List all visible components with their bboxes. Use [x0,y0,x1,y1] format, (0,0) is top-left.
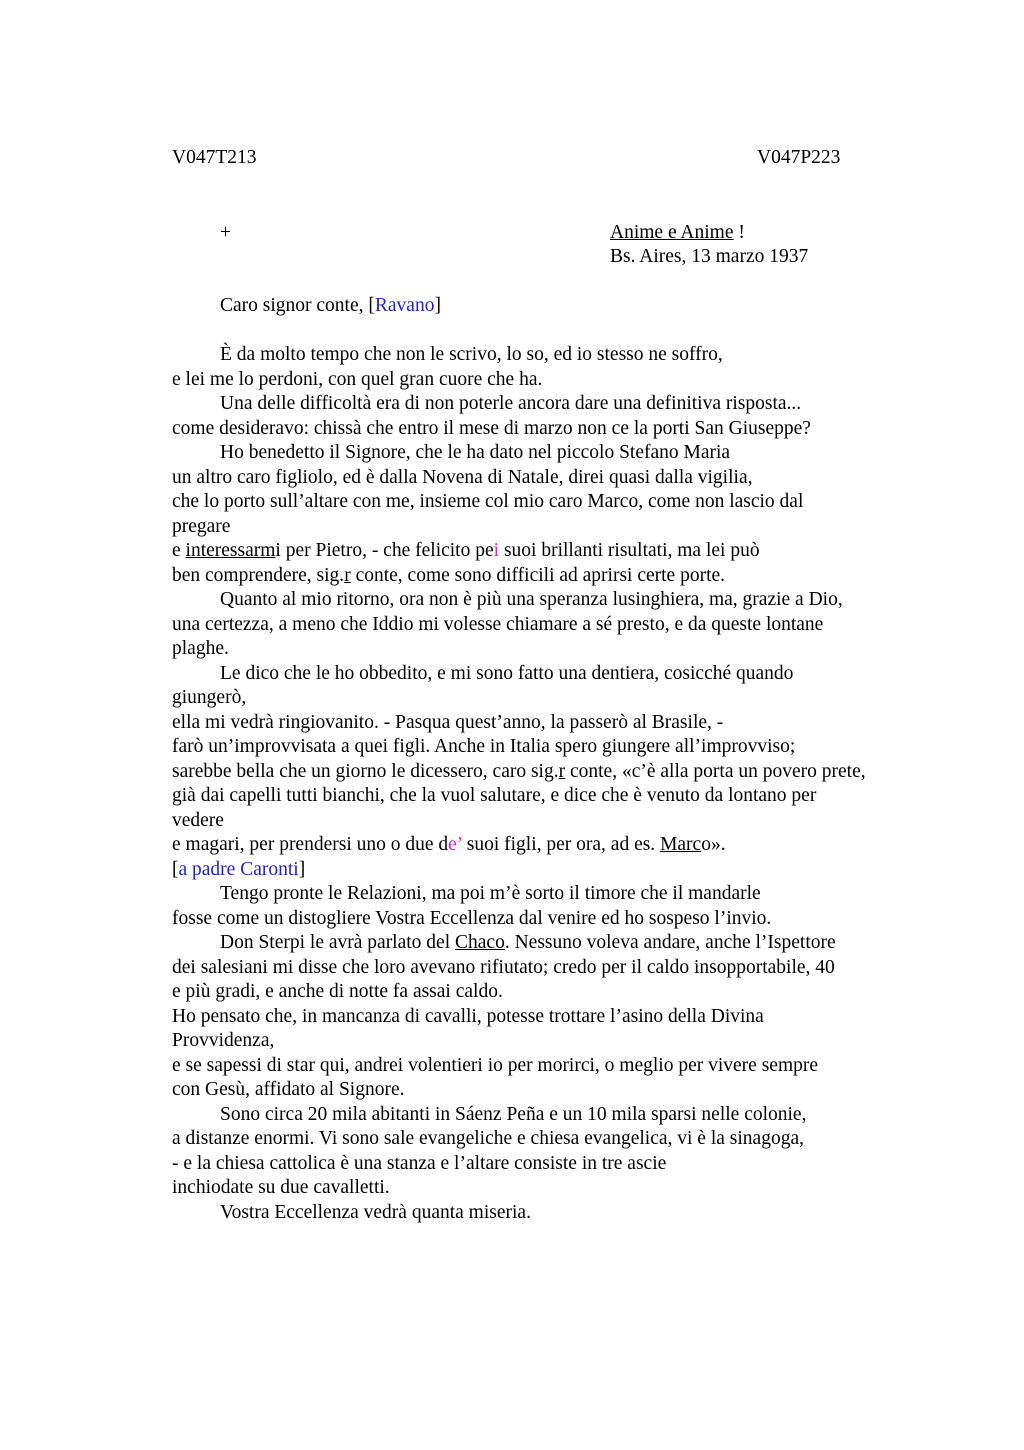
letter-title [610,221,745,246]
body-line: Vostra Eccellenza vedrà quanta miseria. [220,1201,531,1223]
text-segment: e magari, per prendersi uno o due d [172,834,449,855]
text-segment: sarebbe bella che un giorno le dicessero, caro sig. [172,760,559,782]
recipient-name: Ravano [374,295,435,316]
bracket-open: [ [368,295,375,316]
document-code-left: V047T213 [172,147,257,168]
text-segment: i per Pietro, - che felicito pe [275,540,494,561]
body-line: Le dico che le ho obbedito, e mi sono fatto una dentiera, cosicché quando [220,662,794,684]
text-segment: Don Sterpi le avrà parlato del [220,932,455,953]
body-line: Ho pensato che, in mancanza di cavalli, potesse trottare l’asino della Divina [172,1005,764,1027]
body-line: un altro caro figliolo, ed è dalla Novena di Natale, direi quasi dalla vigilia, [172,466,753,488]
body-line: e più gradi, e anche di notte fa assai caldo. [172,981,503,1002]
underlined-abbrev: r [344,564,351,586]
underlined-word: Chaco [455,932,505,953]
bracket-close: ] [298,858,306,880]
underlined-word: Marc [660,834,702,855]
text-segment: . Nessuno voleva andare, anche l’Ispettore [504,932,836,953]
body-line: Ho benedetto il Signore, che le ha dato nel piccolo Stefano Maria [220,442,731,463]
bracket-close: ] [434,295,441,316]
text-segment: e [172,540,186,561]
body-line: con Gesù, affidato al Signore. [172,1079,405,1100]
letter-title-exclaim: ! [733,222,745,243]
body-line [172,760,866,785]
bracket-open: [ [172,858,179,880]
letter-title-main: Anime e Anime [610,222,734,243]
body-line: Sono circa 20 mila abitanti in Sáenz Peña e un 10 mila sparsi nelle colonie, [220,1103,807,1125]
body-line: e se sapessi di star qui, andrei volentieri io per morirci, o meglio per vivere sempre [172,1054,819,1076]
body-line: - e la chiesa cattolica è una stanza e l’altare consiste in tre ascie [172,1152,667,1174]
document-code-right: V047P223 [757,147,841,168]
body-line: Una delle difficoltà era di non poterle ancora dare una definitiva risposta... [220,393,802,414]
body-line: plaghe. [172,638,229,659]
editor-note-text: a padre Caronti [178,858,299,880]
body-line: una certezza, a meno che Iddio mi volesse chiamare a sé presto, e da queste lontane [172,613,824,635]
salutation-text: Caro signor conte, [220,295,369,316]
body-line: e lei me lo perdoni, con quel gran cuore che ha. [172,368,543,390]
body-line: pregare [172,515,231,537]
underlined-abbrev: r [558,760,566,782]
text-segment: suoi figli, per ora, ad es. [461,834,661,855]
correction-mark: i [493,540,500,561]
salutation [220,294,441,319]
body-line: Quanto al mio ritorno, ora non è più una speranza lusinghiera, ma, grazie a Dio, [220,589,843,610]
text-segment: conte, «c’è alla porta un povero prete, [565,760,866,782]
body-line: giungerò, [172,687,247,708]
editor-note [172,858,305,883]
text-segment: o». [701,834,726,855]
body-line: vedere [172,809,224,831]
body-line: Provvidenza, [172,1030,275,1051]
text-segment: ben comprendere, sig. [172,564,345,586]
body-line [172,539,760,564]
body-line: che lo porto sull’altare con me, insieme col mio caro Marco, come non lascio dal [172,491,804,512]
body-line [220,931,836,956]
underlined-word: interessarm [185,540,276,561]
body-line: È da molto tempo che non le scrivo, lo so, ed io stesso ne soffro, [220,344,723,365]
body-line: farò un’improvvisata a quei figli. Anche in Italia spero giungere all’improvviso; [172,736,796,757]
place-date: Bs. Aires, 13 marzo 1937 [610,246,809,267]
body-line: come desideravo: chissà che entro il mese di marzo non ce la porti San Giuseppe? [172,417,811,439]
body-line: ella mi vedrà ringiovanito. - Pasqua quest’anno, la passerò al Brasile, - [172,711,724,733]
correction-mark: e’ [448,834,462,855]
cross-mark: + [220,222,231,243]
text-segment: suoi brillanti risultati, ma lei può [499,540,760,561]
body-line: fosse come un distogliere Vostra Eccellenza dal venire ed ho sospeso l’invio. [172,907,772,929]
body-line: a distanze enormi. Vi sono sale evangeliche e chiesa evangelica, vi è la sinagoga, [172,1128,804,1149]
body-line: inchiodate su due cavalletti. [172,1177,390,1198]
body-line: Tengo pronte le Relazioni, ma poi m’è sorto il timore che il mandarle [220,883,761,904]
text-segment: conte, come sono difficili ad aprirsi certe porte. [350,564,726,586]
body-line: dei salesiani mi disse che loro avevano rifiutato; credo per il caldo insopportabile, 40 [172,956,835,978]
body-line [172,564,725,589]
body-line: già dai capelli tutti bianchi, che la vuol salutare, e dice che è venuto da lontano per [172,785,817,806]
body-line [172,833,726,858]
